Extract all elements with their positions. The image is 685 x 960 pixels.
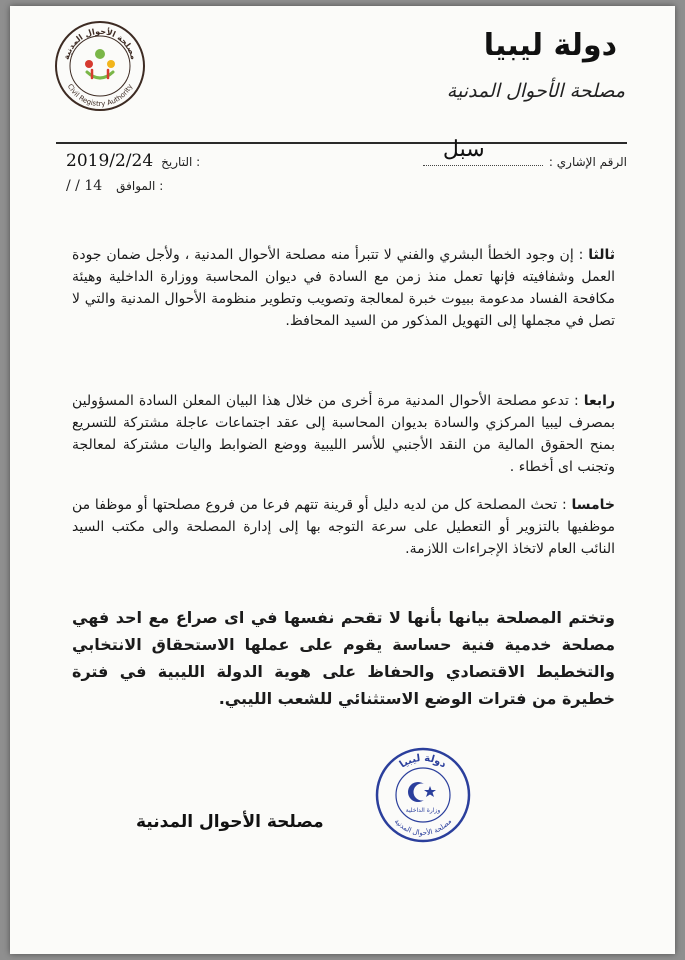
civil-registry-logo bbox=[54, 20, 146, 112]
state-title: دولة ليبيا bbox=[483, 28, 617, 63]
document-page bbox=[10, 6, 675, 954]
paragraph-fifth-text: : تحث المصلحة كل من لديه دليل أو قرينة تتهم فرعا من فروع مصلحتها أو موظفا من موظفيها بالتزوير أو التعطيل على سرعة التوجه بها إلى إدارة المصلحة والى مكتب السيد النائب العام لاتخاذ الإجراءات اللازمة. bbox=[72, 497, 615, 557]
authority-name: مصلحة الأحوال المدنية bbox=[446, 80, 625, 102]
svg-text:مصلحة الأحوال المدنية bbox=[393, 817, 454, 837]
reference-row bbox=[423, 137, 627, 169]
official-stamp bbox=[374, 746, 472, 844]
paragraph-fourth bbox=[72, 390, 615, 478]
paragraph-third bbox=[72, 244, 615, 332]
stamp-bottom-text: مصلحة الأحوال المدنية bbox=[392, 817, 454, 838]
date-value: 2019/2/24 bbox=[66, 151, 154, 171]
date-label: التاريخ : bbox=[161, 155, 201, 169]
signatory-name: مصلحة الأحوال المدنية bbox=[136, 812, 324, 832]
paragraph-fifth-lead: خامسا bbox=[571, 497, 616, 513]
svg-text:Civil Registry Authority bbox=[66, 83, 134, 108]
corresponding-value: / / 14 bbox=[66, 178, 103, 194]
date-row bbox=[66, 151, 200, 171]
paragraph-fourth-text: : تدعو مصلحة الأحوال المدنية مرة أخرى من خلال هذا البيان المعلن السادة المسؤولين بمصرف ليبيا المركزي والسادة بديوان المحاسبة إلى عقد اجتماعات عاجلة مشتركة للتسريع بمنح الحقوق المالية من النقد الأجنبي للأسر الليبية ووضع الضوابط واليات مشتركة لمعالجة وتجنب اى أخطاء . bbox=[72, 393, 615, 475]
logo-arabic-text: مصلحة الأحوال المدنية bbox=[61, 26, 139, 61]
reference-handwriting: سبل bbox=[442, 137, 485, 162]
logo-english-text: Civil Registry Authority bbox=[65, 82, 135, 109]
paragraph-closing: وتختم المصلحة بيانها بأنها لا تقحم نفسها في اى صراع مع احد فهي مصلحة خدمية فنية حساسة يقوم على عملها الاستحقاق الانتخابي والتخطيط الاقتصادي والحفاظ على هوية الدولة الليبية في فترة خطيرة من فترات الوضع الاستثنائي للشعب الليبي. bbox=[72, 608, 615, 708]
paragraph-third-text: : إن وجود الخطأ البشري والفني لا تتبرأ منه مصلحة الأحوال المدنية ، ولأجل ضمان جودة العمل وشفافيته فإنها تعمل منذ زمن مع السادة في ديوان المحاسبة ووزارة الداخلية وهيئة مكافحة الفساد مدعومة ببيوت خبرة لمعالجة وتصويب وتطوير منظومة الأحوال المدنية والتي لا تصل في مجملها إلى التهويل المذكور من السيد المحافظ. bbox=[72, 247, 615, 329]
stamp-top-text: دولة ليبيا bbox=[397, 752, 449, 771]
corresponding-label: الموافق : bbox=[116, 179, 164, 193]
corresponding-date-row bbox=[66, 178, 163, 194]
paragraph-fourth-lead: رابعا bbox=[583, 393, 616, 409]
reference-label: الرقم الإشاري : bbox=[548, 155, 627, 169]
stamp-middle-text: وزارة الداخلية bbox=[405, 807, 441, 814]
paragraph-third-lead: ثالثا bbox=[588, 247, 616, 263]
reference-field bbox=[423, 137, 543, 166]
header-rule bbox=[56, 142, 627, 144]
paragraph-fifth bbox=[72, 494, 615, 560]
